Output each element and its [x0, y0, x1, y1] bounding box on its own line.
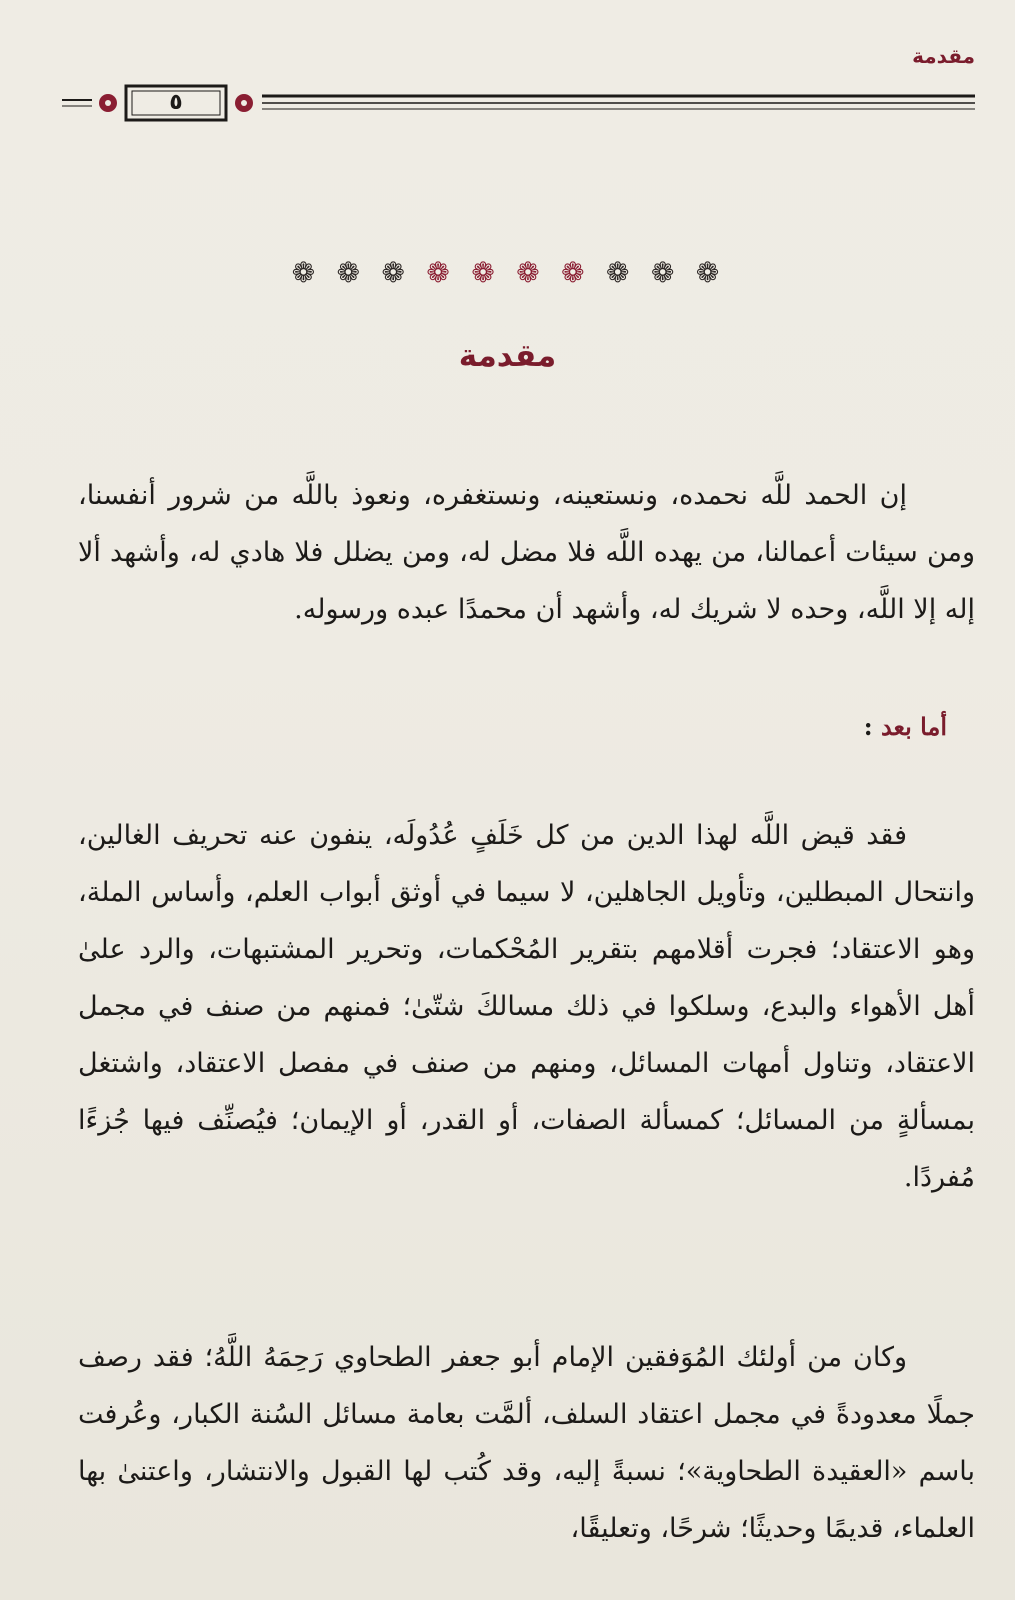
page-number: ٥ — [169, 90, 183, 115]
paragraph-tahawi: وكان من أولئك المُوَفقين الإمام أبو جعفر الطحاوي رَحِمَهُ اللَّهُ؛ فقد رصف جملًا معدودةً في مجمل اعتقاد السلف، ألمَّت بعامة مسائل السُنة الكبار، وعُرفت باسم «العقيدة الطحاوية»؛ نسبةً إليه، وقد كُتب لها القبول والانتشار، واعتنىٰ بها العلماء، قديمًا وحديثًا؛ شرحًا، وتعليقًا، — [78, 1342, 975, 1544]
paragraph-opening: إن الحمد للَّه نحمده، ونستعينه، ونستغفره، ونعوذ باللَّه من شرور أنفسنا، ومن سيئات أعمالنا، من يهده اللَّه فلا مضل له، ومن يضلل فلا هادي له، وأشهد ألا إله إلا اللَّه، وحده لا شريك له، وأشهد أن محمدًا عبده ورسوله. — [78, 480, 975, 625]
ama-bad-label: أما بعد — [880, 712, 947, 741]
floral-ornament-icon: ❁ — [561, 256, 589, 289]
floral-ornament-icon: ❁ — [606, 256, 634, 289]
floral-ornament-icon: ❁ — [426, 256, 454, 289]
floral-ornament-icon: ❁ — [381, 256, 409, 289]
floral-ornament-icon: ❁ — [471, 256, 499, 289]
floral-ornament-icon: ❁ — [650, 256, 679, 289]
floral-ornament-icon: ❁ — [516, 256, 544, 289]
ornament-divider — [0, 256, 1015, 289]
paragraph-body: فقد قيض اللَّه لهذا الدين من كل خَلَفٍ عُدُولَه، ينفون عنه تحريف الغالين، وانتحال المبطلين، وتأويل الجاهلين، لا سيما في أوثق أبواب العلم، وأساس الملة، وهو الاعتقاد؛ فجرت أقلامهم بتقرير المُحْكمات، وتحرير المشتبهات، والرد علىٰ أهل الأهواء والبدع، وسلكوا في ذلك مسالكَ شتّىٰ؛ فمنهم من صنف في مجمل الاعتقاد، وتناول أمهات المسائل، ومنهم من صنف في مفصل الاعتقاد، واشتغل بمسألةٍ من المسائل؛ كمسألة الصفات، أو القدر، أو الإيمان؛ فيُصنِّف فيها جُزءًا مُفردًا. — [78, 820, 975, 1193]
floral-ornament-icon: ❁ — [291, 256, 320, 289]
ama-bad-colon: : — [863, 712, 873, 741]
floral-ornament-icon: ❁ — [695, 256, 724, 289]
section-title: مقدمة — [458, 338, 557, 374]
running-head: مقدمة — [912, 44, 975, 68]
ama-bad-heading — [864, 712, 947, 741]
floral-ornament-icon: ❁ — [336, 256, 365, 289]
